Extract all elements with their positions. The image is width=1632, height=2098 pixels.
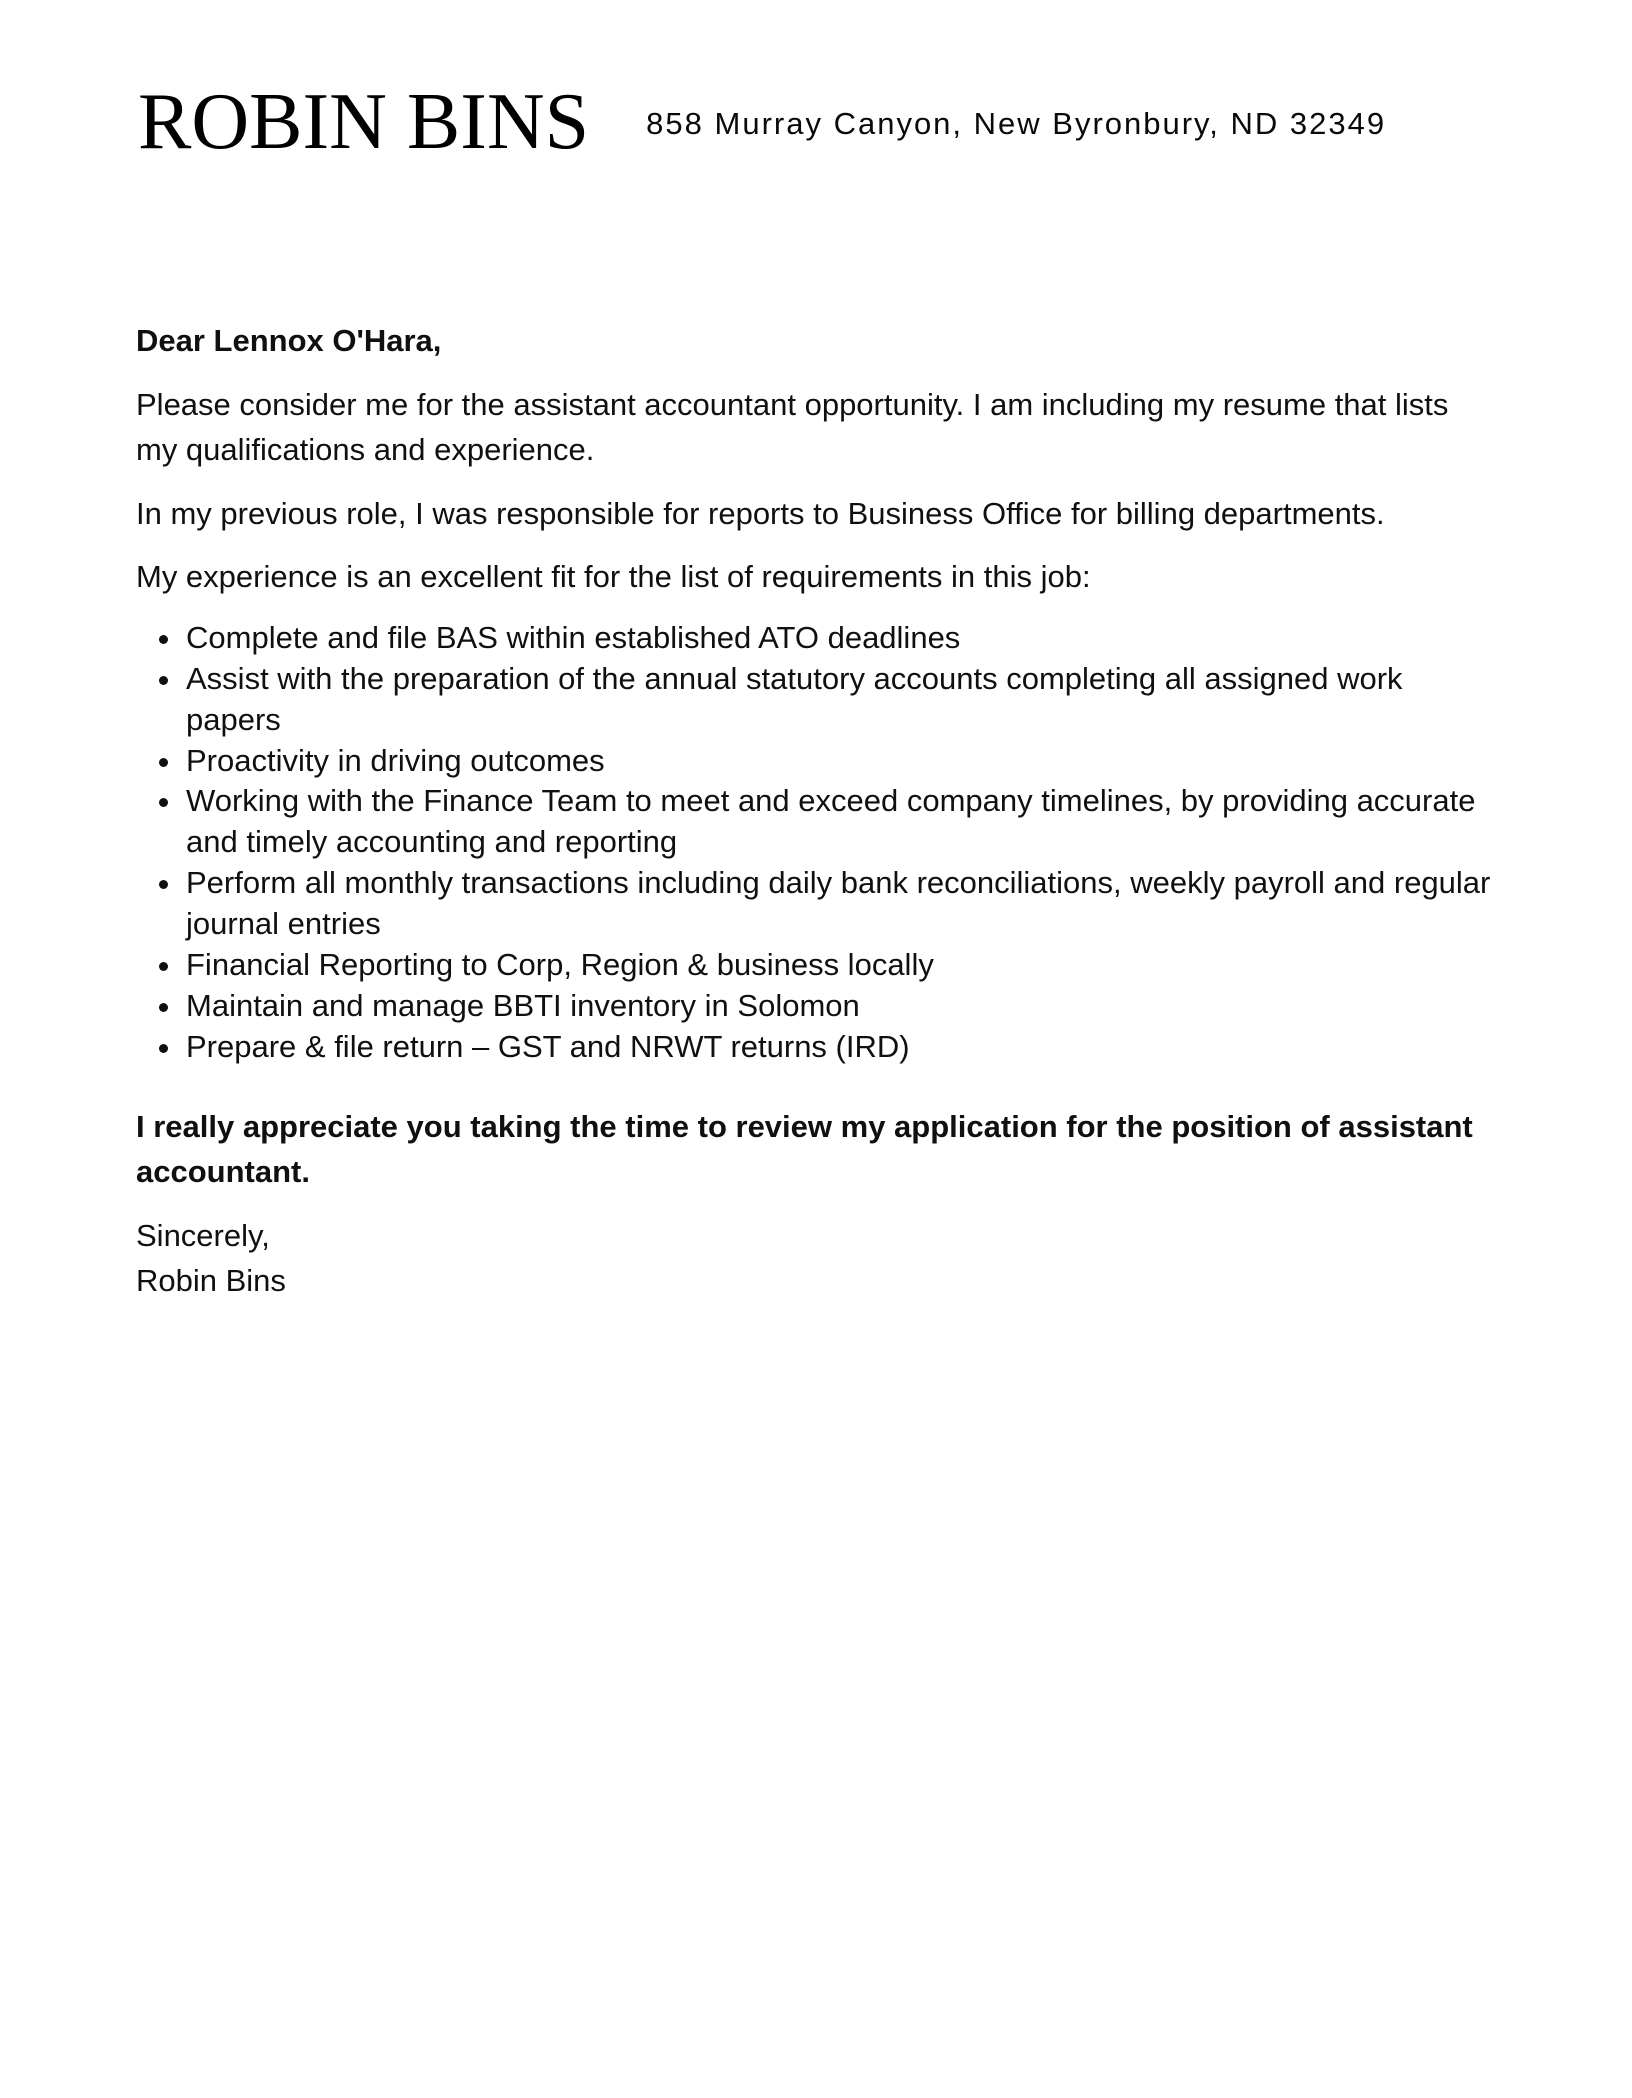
sender-address: 858 Murray Canyon, New Byronbury, ND 32349: [646, 106, 1387, 141]
paragraph-intro: Please consider me for the assistant accountant opportunity. I am including my resume that lists my qualifications and experience.: [136, 386, 1449, 468]
requirement-item: • Financial Reporting to Corp, Region & business locally: [184, 945, 1496, 986]
requirement-item: • Prepare & file return – GST and NRWT returns (IRD): [184, 1027, 1496, 1068]
paragraph-previous-role: In my previous role, I was responsible for reports to Business Office for billing departments.: [136, 495, 1385, 531]
paragraph-experience-fit: My experience is an excellent fit for the list of requirements in this job:: [136, 559, 1091, 595]
requirement-item: • Maintain and manage BBTI inventory in Solomon: [184, 986, 1496, 1027]
requirement-item: • Perform all monthly transactions including daily bank reconciliations, weekly payroll and regular journal entries: [184, 863, 1496, 945]
requirements-list: [136, 618, 1496, 1068]
requirement-item: • Proactivity in driving outcomes: [184, 741, 1496, 782]
letter-body: [136, 318, 1496, 1304]
requirement-item: • Assist with the preparation of the annual statutory accounts completing all assigned work papers: [184, 659, 1496, 741]
signoff-block: [136, 1213, 1496, 1304]
signature-name: Robin Bins: [136, 1263, 286, 1299]
requirement-item: • Complete and file BAS within established ATO deadlines: [184, 618, 1496, 659]
letter-header: [138, 78, 1632, 166]
sender-name: ROBIN BINS: [138, 78, 590, 166]
salutation: Dear Lennox O'Hara,: [136, 323, 442, 358]
signoff: Sincerely,: [136, 1217, 270, 1253]
closing-paragraph: I really appreciate you taking the time to review my application for the position of assistant accountant.: [136, 1108, 1473, 1190]
requirement-item: • Working with the Finance Team to meet and exceed company timelines, by providing accurate and timely accounting and reporting: [184, 781, 1496, 863]
